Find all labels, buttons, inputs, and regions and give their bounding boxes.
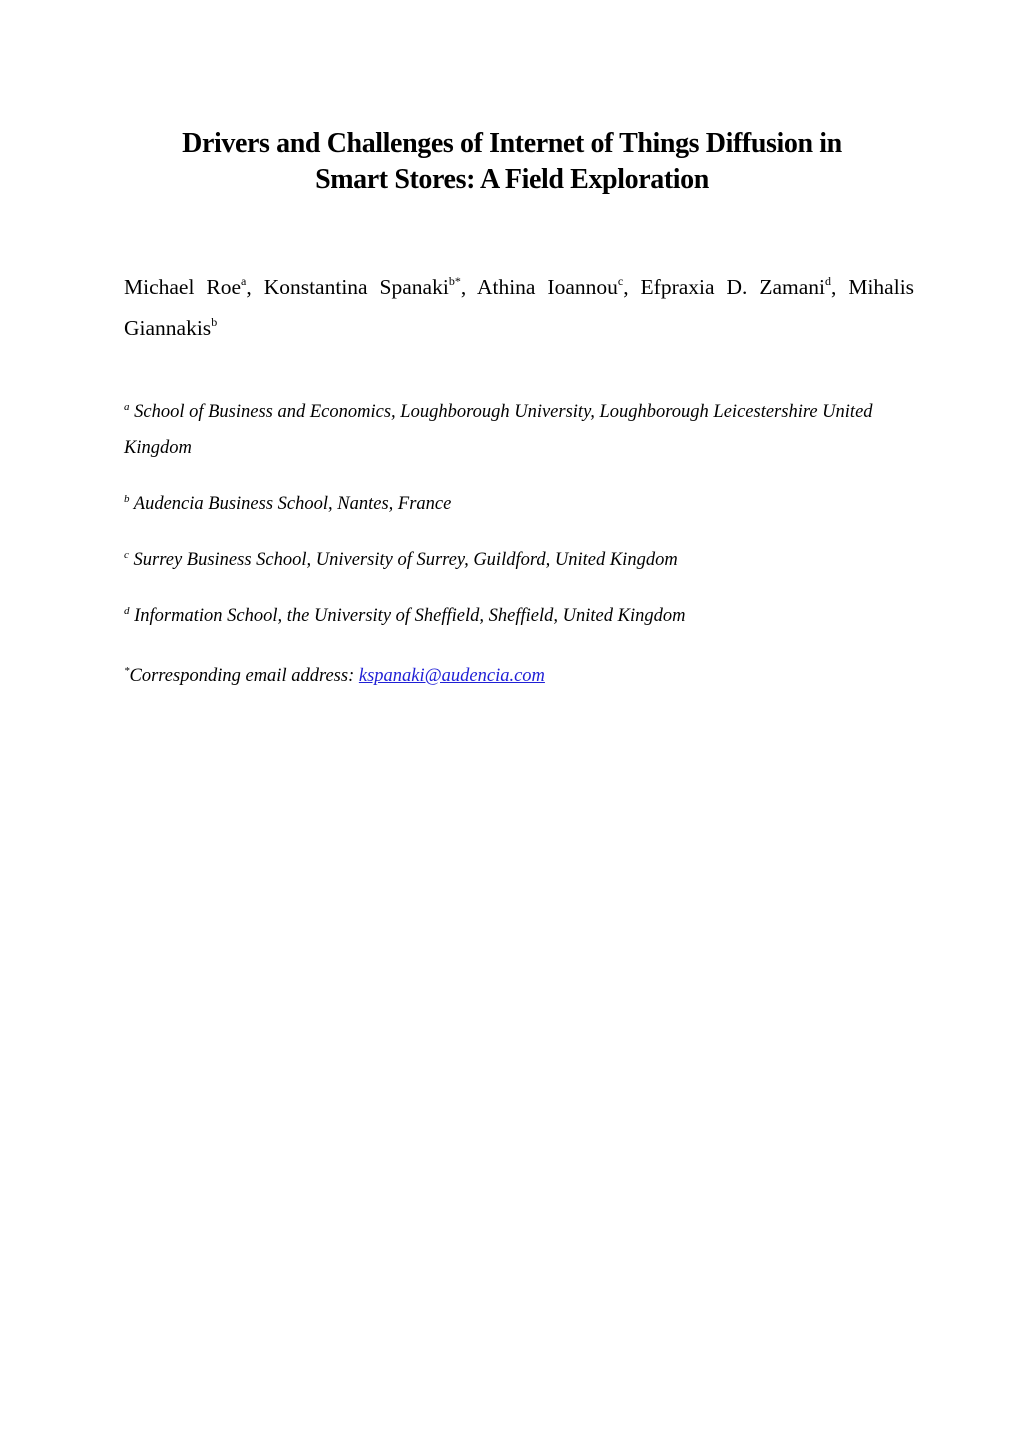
author-name: Konstantina Spanaki [263, 275, 449, 299]
affiliation-a [124, 394, 914, 466]
affiliation-mark: a [124, 401, 130, 413]
title-line-1: Drivers and Challenges of Internet of Things Diffusion in [182, 128, 842, 159]
affiliation-b [124, 486, 914, 522]
affiliation-mark: b [124, 493, 130, 505]
corresponding-label: Corresponding email address: [129, 666, 359, 686]
affiliation-d [124, 598, 914, 634]
affiliation-text: School of Business and Economics, Loughborough University, Loughborough Leicestershire United Kingdom [124, 402, 873, 458]
author-separator: , [246, 275, 264, 299]
author-name: Michael Roe [124, 275, 242, 299]
author-affiliation-mark: c [617, 274, 624, 288]
author-affiliation-mark: a [241, 274, 247, 288]
author-name: Mihalis Giannakis [124, 275, 915, 340]
affiliation-c [124, 542, 914, 578]
author-separator: , [623, 275, 641, 299]
affiliation-mark: c [124, 549, 129, 561]
author [124, 275, 264, 299]
affiliation-mark: d [124, 605, 130, 617]
author-affiliation-mark: d [825, 274, 832, 288]
affiliation-text: Surrey Business School, University of Surrey, Guildford, United Kingdom [133, 550, 678, 570]
corresponding-mark: * [124, 665, 130, 677]
author-name: Efpraxia D. Zamani [640, 275, 826, 299]
corresponding-email-link[interactable]: kspanaki@audencia.com [358, 666, 545, 686]
author-separator: , [831, 275, 849, 299]
affiliation-text: Information School, the University of Sheffield, Sheffield, United Kingdom [134, 606, 686, 626]
affiliation-text: Audencia Business School, Nantes, France [133, 494, 452, 514]
author [641, 275, 849, 299]
corresponding-author [124, 658, 914, 694]
title-line-2: Smart Stores: A Field Exploration [315, 164, 709, 195]
paper-title [100, 126, 924, 198]
author-affiliation-mark: b* [448, 274, 461, 288]
author-separator: , [460, 275, 477, 299]
author-affiliation-mark: b [211, 315, 218, 329]
author [264, 275, 477, 299]
author-list [124, 267, 914, 349]
author-name: Athina Ioannou [476, 275, 618, 299]
author [477, 275, 641, 299]
